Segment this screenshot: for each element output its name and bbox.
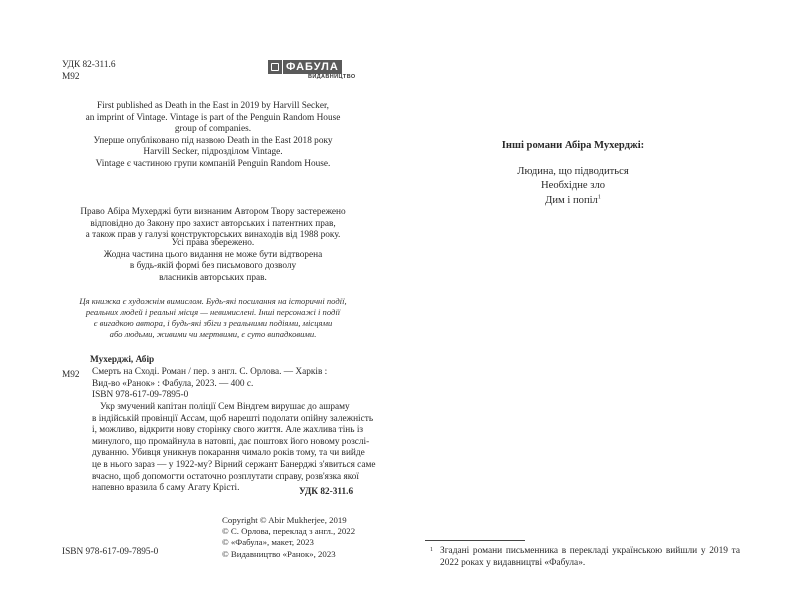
- logo-subtitle: ВИДАВНИЦТВО: [308, 74, 356, 80]
- novel-title: Людина, що підводиться: [517, 166, 629, 177]
- right-page: [400, 0, 800, 615]
- annotation-line: Укр змучений капітан поліції Сем Віндгем вирушає до ашраму: [100, 402, 350, 412]
- footnote-reference: 1: [597, 194, 601, 201]
- footnote-rule: [425, 540, 525, 541]
- catalog-description-line: Вид-во «Ранок» : Фабула, 2023. — 400 с.: [92, 378, 254, 389]
- author-mark: М92: [62, 71, 80, 82]
- logo-mark-icon: [268, 60, 282, 74]
- fiction-line: або людьми, живими чи мертвими, є суто випадковими.: [109, 329, 317, 339]
- publication-en-line: group of companies.: [174, 124, 252, 135]
- annotation-line: вчасно, щоб допомогти остаточно розплутати справу, розв'язка якої: [92, 471, 360, 482]
- reserved-line: Усі права збережено.: [171, 238, 255, 248]
- rights-line: відповідно до Закону про захист авторських і патентних прав,: [90, 218, 336, 229]
- rights-line: а також прав у галузі конструкторських винаходів від 1988 року.: [85, 230, 341, 241]
- copyright-line: © Видавництво «Ранок», 2023: [222, 548, 336, 559]
- publication-ua-line: Vintage є частиною групи компаній Penguin Random House.: [95, 158, 331, 169]
- footnote-text: Згадані романи письменника в перекладі українською вийшли у 2019 та 2022 роках у видавництві «Фабула».: [440, 546, 740, 568]
- reserved-line: в будь-якій формі без письмового дозволу: [129, 261, 297, 272]
- catalog-isbn: ISBN 978-617-09-7895-0: [92, 390, 189, 400]
- other-novels-title: Інші романи Абіра Мухерджі:: [501, 140, 645, 151]
- publication-ua-line: Уперше опубліковано під назвою Death in the East 2018 року: [93, 135, 333, 146]
- rights-line: Право Абіра Мухерджі бути визнаним Автором Твору застережено: [80, 207, 346, 217]
- fabula-logo: [268, 60, 354, 82]
- copyright-line: Copyright © Abir Mukherjee, 2019: [222, 515, 347, 525]
- catalog-description-line: Смерть на Сході. Роман / пер. з англ. С. Орлова. — Харків :: [92, 367, 328, 377]
- logo-wordmark: ФАБУЛА: [283, 60, 342, 74]
- annotation-line: минулого, що промайнула в натовпі, дає поштовх його новому розслі-: [92, 436, 370, 447]
- copyright-block: [222, 515, 355, 560]
- rights-reserved: [62, 238, 364, 284]
- footnote: [430, 545, 740, 569]
- fiction-line: Ця книжка є художнім вимислом. Будь-які посилання на історичні події,: [79, 296, 347, 306]
- catalog-code: М92: [62, 370, 80, 380]
- footnote-mark: 1: [430, 547, 433, 553]
- copyright-line: © С. Орлова, переклад з англ., 2022: [222, 526, 356, 537]
- fiction-line: реальних людей і реальні місця — невимислені. Інші персонажі і події: [85, 307, 341, 317]
- publication-en-line: an imprint of Vintage. Vintage is part of the Penguin Random House: [85, 112, 341, 123]
- fiction-line: є вигадкою автора, і будь-які збіги з реальними подіями, місцями: [93, 318, 333, 328]
- publication-en-line: First published as Death in the East in 2019 by Harvill Secker,: [96, 101, 329, 111]
- annotation-line: це в нього зараз — у 1922-му? Вірний сержант Банерджі з'явиться саме: [92, 459, 376, 470]
- reserved-line: власників авторських прав.: [159, 272, 267, 283]
- catalog-author: Мухерджі, Абір: [90, 355, 155, 365]
- publication-ua-line: Harvill Secker, підрозділом Vintage.: [143, 147, 283, 158]
- isbn-bottom: ISBN 978-617-09-7895-0: [62, 547, 159, 557]
- publication-info: [62, 101, 364, 171]
- fiction-notice: [62, 296, 364, 340]
- annotation-line: дуванню. Убивця уникнув покарання чимало років тому, та чи вийде: [92, 448, 365, 459]
- author-rights: [62, 207, 364, 242]
- udk-code: УДК 82-311.6: [62, 60, 116, 70]
- catalog-description: [92, 367, 364, 390]
- reserved-line: Жодна частина цього видання не може бути відтворена: [103, 249, 323, 260]
- novel-title-text: Дим і попіл: [545, 194, 598, 206]
- annotation-line: і, можливо, відкрити нову сторінку свого життя. Але жахлива тінь із: [92, 425, 364, 436]
- annotation-line: в індійській провінції Ассам, щоб нарешті подолати опійну залежність: [92, 413, 374, 424]
- novel-list: [444, 165, 702, 208]
- book-annotation: [92, 402, 376, 495]
- udk-code-bottom: УДК 82-311.6: [299, 487, 354, 497]
- annotation-line: напевно вразила б саму Агату Крісті.: [92, 483, 240, 494]
- novel-title: Необхідне зло: [540, 180, 606, 192]
- novel-title: [444, 194, 702, 208]
- udk-block: [62, 60, 115, 83]
- copyright-line: © «Фабула», макет, 2023: [222, 537, 314, 548]
